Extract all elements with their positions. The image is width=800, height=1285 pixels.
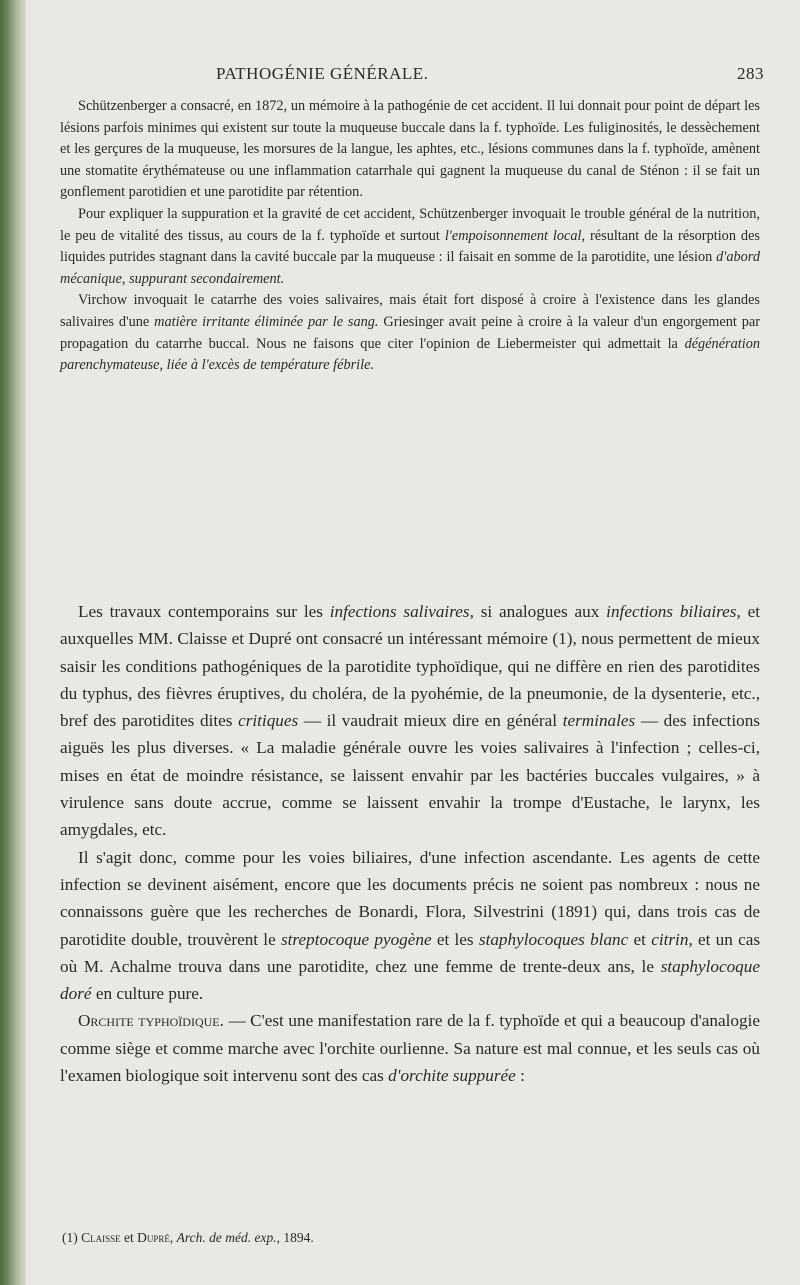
italic-text: infections biliaires — [606, 602, 737, 621]
footnote — [62, 1229, 762, 1247]
text-run: en culture pure. — [91, 984, 204, 1004]
italic-text: infections salivaires — [329, 602, 470, 621]
text-run: — C'est une manifestation rare de la f. typhoïde et qui a beaucoup d'analogie comme siège et comme marche avec l'orchite ourlienne. Sa nature est mal connue, et les seuls cas où l'examen biologique soit intervenu sont des cas — [60, 1011, 760, 1086]
italic-text: d'orchite suppurée — [388, 1066, 516, 1086]
text-run: et — [120, 1230, 138, 1245]
italic-text: matière irritante éliminée par le sang. — [154, 313, 379, 330]
paragraph — [60, 290, 760, 376]
page-number: 283 — [737, 64, 764, 83]
paragraph — [60, 844, 760, 1008]
running-head-title: PATHOGÉNIE GÉNÉRALE. — [216, 64, 429, 83]
text-run: , — [169, 1230, 177, 1245]
running-head — [56, 64, 768, 88]
text-run: Pour expliquer la suppuration et la gravité de cet accident, Schützenberger invoquait le trouble général de la nutrition, le peu de vitalité des tissus, au cours de la f. typhoïde et surtout — [60, 205, 760, 244]
text-run: (1) — [62, 1230, 82, 1245]
italic-text: dégénération parenchymateuse, liée à l'excès de température fébrile. — [60, 335, 760, 374]
small-print-section — [60, 96, 760, 377]
paragraph — [60, 204, 760, 290]
text-run: : — [515, 1066, 525, 1086]
text-run: , et auxquelles MM. Claisse et Dupré ont consacré un intéressant mémoire (1), nous permettent de mieux saisir les conditions pathogéniques de la parotidite typhoïdique, qui ne diffère en rien des parotidites du typhus, des fièvres éruptives, du choléra, de la pyohémie, de la pneumonie, de la dysenterie, etc., bref des parotidites dites — [60, 602, 761, 731]
paragraph — [60, 96, 760, 204]
text-run: , résultant de la résorption des liquides putrides stagnant dans la cavité buccale par la muqueuse : il faisait en somme de la parotidite, une lésion — [60, 227, 760, 266]
text-run: — il vaudrait mieux dire en général — [298, 711, 563, 731]
italic-text: staphylocoques blanc — [478, 929, 629, 949]
text-run: Il s'agit donc, comme pour les voies biliaires, d'une infection ascendante. Les agents de cette infection se devinent aisément, encore que les documents précis ne soient pas nombreux : nous ne connaissons guère que les recherches de Bonardi, Flora, Silvestrini (1891) qui, dans trois cas de parotidite double, trouvèrent le — [60, 847, 760, 949]
italic-text: d'abord mécanique, suppurant secondairement. — [60, 249, 760, 287]
book-page — [56, 0, 768, 1285]
italic-text: Arch. de méd. exp. — [176, 1230, 277, 1245]
paragraph — [60, 1007, 760, 1089]
italic-text: l'empoisonnement local — [444, 227, 582, 244]
text-run: et les — [431, 929, 479, 949]
text-run: — des infections aiguës les plus diverses. « La maladie générale ouvre les voies salivaires à l'infection ; celles-ci, mises en état de moindre résistance, se laissent envahir par les bactéries buccales vulgaires, » à virulence sans doute accrue, comme se laissent envahir la trompe d'Eustache, le larynx, les amygdales, etc. — [60, 711, 760, 840]
italic-text: streptocoque pyogène — [280, 929, 432, 949]
paragraph — [60, 598, 760, 844]
text-run: , et un cas où M. Achalme trouva dans une parotidite, chez une femme de trente-deux ans, le — [60, 929, 761, 976]
italic-text: critiques — [238, 711, 299, 731]
text-run: et — [628, 929, 652, 949]
book-binding-edge — [0, 0, 26, 1285]
italic-text: staphylocoque doré — [60, 956, 760, 1004]
text-run: Griesinger avait peine à croire à la valeur d'un engorgement par propagation du catarrhe buccal. Nous ne faisons que citer l'opinion de Liebermeister qui admettait la — [60, 313, 760, 352]
text-run: , si analogues aux — [469, 602, 607, 621]
italic-text: citrin — [651, 929, 689, 949]
text-run: Virchow invoquait le catarrhe des voies salivaires, mais était fort disposé à croire à l'existence dans les glandes salivaires d'une — [60, 292, 760, 330]
italic-text: terminales — [562, 711, 636, 731]
small-caps-text: Orchite typhoïdique. — [78, 1011, 224, 1031]
small-caps-text: Dupré — [137, 1230, 170, 1245]
main-text-section — [60, 598, 760, 1089]
small-caps-text: Claisse — [81, 1230, 121, 1245]
text-run: , 1894. — [276, 1230, 314, 1245]
text-run: Schützenberger a consacré, en 1872, un mémoire à la pathogénie de cet accident. Il lui donnait pour point de départ les lésions parfois minimes qui existent sur toute la muqueuse buccale dans la f. typhoïde. Les fuliginosités, le dessèchement et les gerçures de la muqueuse, les morsures de la langue, les aphtes, etc., lésions communes dans la f. typhoïde, amènent une stomatite érythémateuse ou une inflammation catarrhale qui gagnent la muqueuse du canal de Sténon : il se fait un gonflement parotidien et une parotidite par rétention. — [60, 98, 760, 201]
text-run: Les travaux contemporains sur les — [78, 602, 330, 621]
